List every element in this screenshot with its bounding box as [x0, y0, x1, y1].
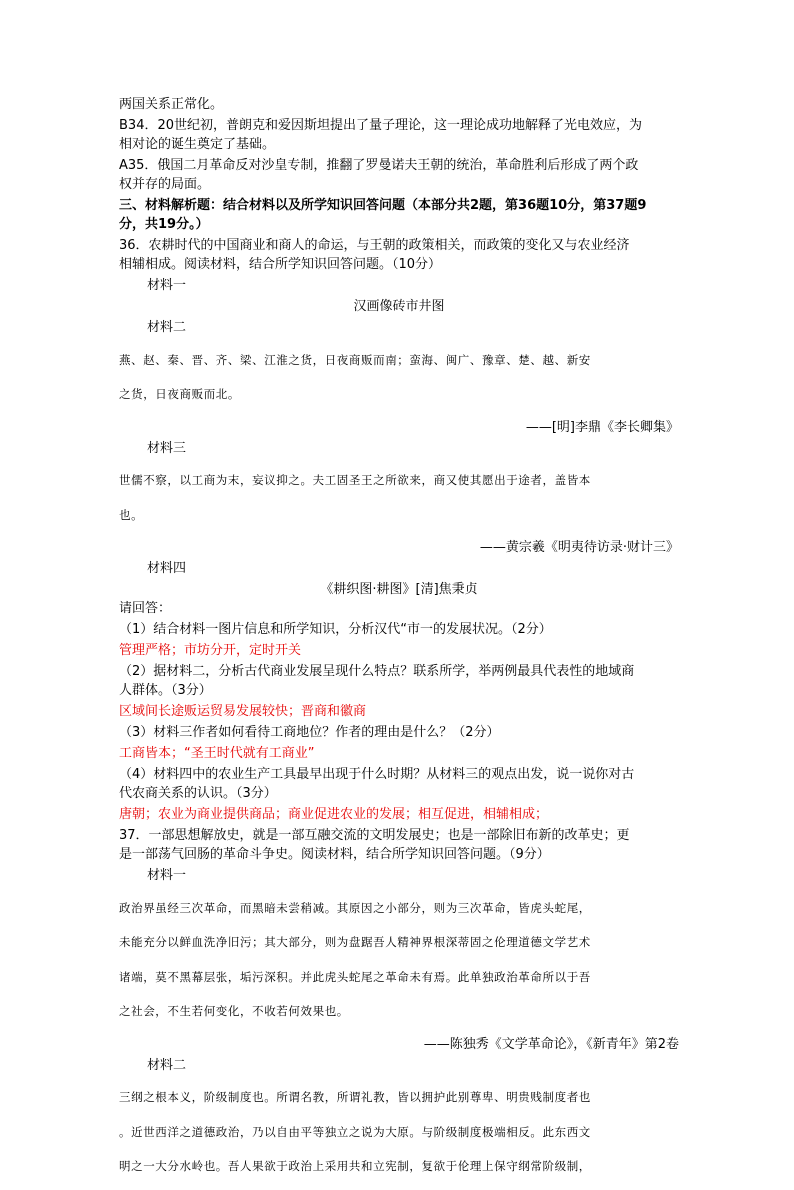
section-heading: 三、材料解析题：结合材料以及所学知识回答问题（本部分共2题，第36题10分，第37题9 [119, 198, 647, 213]
q37-material-2-quote: 。近世西洋之道德政治，乃以自由平等独立之说为大原。与阶级制度极端相反。此东西文 [119, 1124, 591, 1139]
material-1-caption: 汉画像砖市井图 [353, 299, 445, 314]
sub-question-2: （2）据材料二，分析古代商业发展呈现什么特点？联系所学，举两例最具代表性的地域商 [119, 664, 635, 679]
text-line: 相对论的诞生奠定了基础。 [119, 137, 276, 152]
sub-question-1: （1）结合材料一图片信息和所学知识，分析汉代“市一的发展状况。（2分） [119, 622, 552, 637]
material-3-source: ——黄宗羲《明夷待访录·财计三》 [479, 540, 679, 555]
material-2-source: ——[明]李鼎《李长卿集》 [525, 419, 679, 435]
answer-34: B34．20世纪初，普朗克和爱因斯坦提出了量子理论，这一理论成功地解释了光电效应，为 [119, 118, 643, 133]
question-36-intro-cont: 相辅相成。阅读材料，结合所学知识回答问题。（10分） [119, 257, 442, 272]
material-2-quote: 燕、赵、秦、晋、齐、梁、江淮之货，日夜商贩而南；蛮海、闽广、豫章、楚、越、新安 [119, 352, 591, 367]
section-heading-cont: 分，共19分。） [119, 217, 209, 232]
q37-material-1-quote: 政治界虽经三次革命，而黑暗未尝稍减。其原因之小部分，则为三次革命，皆虎头蛇尾， [119, 900, 591, 915]
q37-material-2-label: 材料二 [147, 1057, 187, 1073]
answer-3: 工商皆本；“圣王时代就有工商业” [119, 746, 315, 761]
material-4-caption: 《耕织图·耕图》[清]焦秉贞 [320, 582, 478, 597]
text-line: 权并存的局面。 [119, 177, 211, 192]
q37-material-1-quote: 未能充分以鲜血洗净旧污；其大部分，则为盘踞吾人精神界根深蒂固之伦理道德文学艺术 [119, 935, 591, 949]
material-2-label: 材料二 [147, 320, 187, 335]
questions-prompt: 请回答： [119, 601, 172, 616]
sub-question-4: （4）材料四中的农业生产工具最早出现于什么时期？从材料三的观点出发，说一说你对古 [119, 767, 635, 782]
q37-material-1-quote: 诸端，莫不黑幕层张，垢污深积。并此虎头蛇尾之革命未有焉。此单独政治革命所以于吾 [119, 969, 591, 984]
sub-question-3: （3）材料三作者如何看待工商地位？作者的理由是什么？（2分） [119, 725, 500, 740]
q37-material-1-label: 材料一 [147, 868, 187, 883]
sub-question-4-cont: 代农商关系的认识。（3分） [119, 786, 277, 801]
material-2-quote-cont: 之货，日夜商贩而北。 [119, 387, 240, 401]
material-3-quote-cont: 也。 [119, 507, 144, 522]
material-3-label: 材料三 [147, 440, 187, 456]
q37-material-2-quote: 明之一大分水岭也。吾人果欲于政治上采用共和立宪制，复欲于伦理上保守纲常阶级制， [119, 1159, 591, 1173]
question-36-intro: 36．农耕时代的中国商业和商人的命运，与王朝的政策相关，而政策的变化又与农业经济 [119, 238, 630, 253]
q37-material-2-quote: 三纲之根本义，阶级制度也。所谓名教，所谓礼教，皆以拥护此别尊卑、明贵贱制度者也 [119, 1090, 591, 1104]
answer-2: 区域间长途贩运贸易发展较快；晋商和徽商 [119, 704, 367, 719]
material-1-label: 材料一 [147, 278, 187, 293]
answer-35: A35．俄国二月革命反对沙皇专制，推翻了罗曼诺夫王朝的统治，革命胜利后形成了两个政 [119, 158, 639, 173]
sub-question-2-cont: 人群体。（3分） [119, 683, 212, 698]
q37-material-1-quote: 之社会，不生若何变化，不收若何效果也。 [119, 1004, 349, 1018]
text-line: 两国关系正常化。 [119, 97, 224, 112]
material-3-quote: 世儒不察，以工商为末，妄议抑之。夫工固圣王之所欲来，商又使其愿出于途者，盖皆本 [119, 473, 591, 487]
q37-material-1-source: ——陈独秀《文学革命论》，《新青年》第2卷 [423, 1036, 679, 1052]
answer-1: 管理严格；市坊分开，定时开关 [119, 643, 302, 658]
answer-4: 唐朝；农业为商业提供商品；商业促进农业的发展；相互促进，相辅相成； [119, 807, 549, 822]
material-4-label: 材料四 [147, 561, 187, 576]
document-body [119, 95, 679, 1190]
question-37-intro-cont: 是一部荡气回肠的革命斗争史。阅读材料，结合所学知识回答问题。（9分） [119, 847, 550, 862]
question-37-intro: 37．一部思想解放史，就是一部互融交流的文明发展史；也是一部除旧布新的改革史；更 [119, 828, 630, 843]
